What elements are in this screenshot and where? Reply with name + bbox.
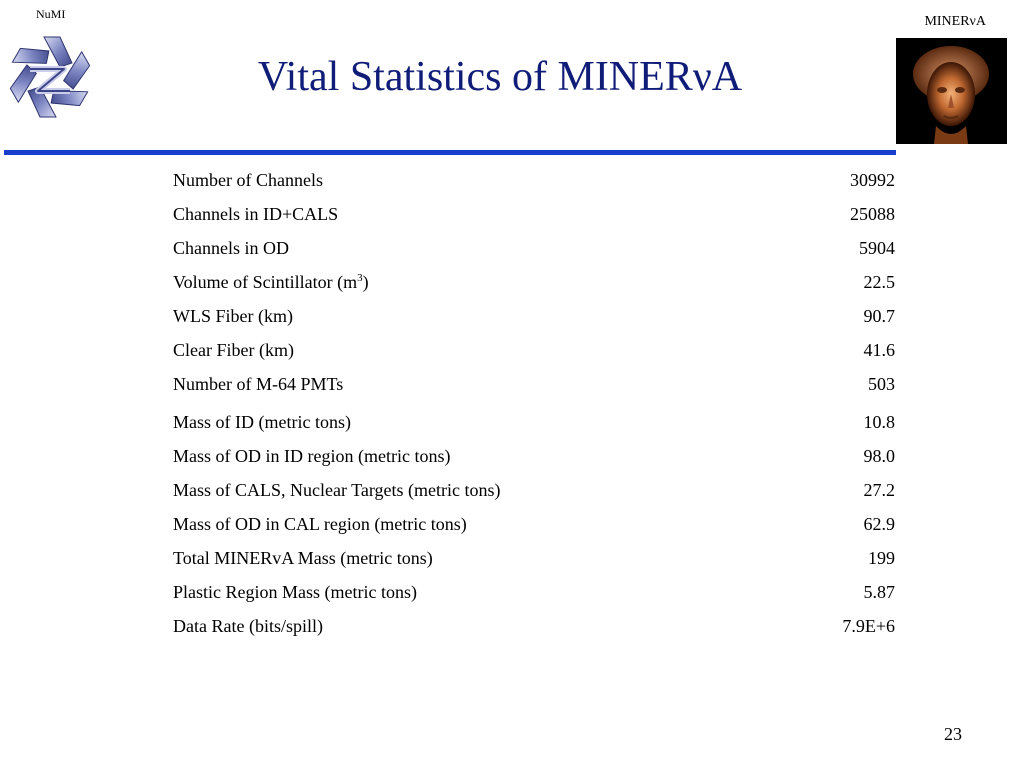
stat-value: 90.7 xyxy=(863,306,895,326)
minerva-label: MINERνA xyxy=(924,14,986,29)
stat-label: Plastic Region Mass (metric tons) xyxy=(173,582,417,602)
numi-label: NuMI xyxy=(36,7,66,21)
stat-label: Number of Channels xyxy=(173,170,323,190)
stat-label: Number of M-64 PMTs xyxy=(173,374,344,394)
page-title: Vital Statistics of MINERνA xyxy=(257,54,743,100)
statistics-table xyxy=(173,163,895,643)
stat-row xyxy=(173,197,895,231)
stat-value: 199 xyxy=(868,548,895,568)
minerva-portrait-icon xyxy=(896,38,1007,144)
title-divider xyxy=(4,150,896,155)
stat-label: Channels in ID+CALS xyxy=(173,204,339,224)
stat-row xyxy=(173,575,895,609)
stat-label: Mass of CALS, Nuclear Targets (metric tons) xyxy=(173,480,501,500)
stat-value: 10.8 xyxy=(863,412,895,432)
stat-label-text: Volume of Scintillator (m xyxy=(173,272,358,292)
stat-label-superscript: 3 xyxy=(357,272,363,284)
stat-value: 27.2 xyxy=(863,480,895,500)
stat-value: 62.9 xyxy=(863,514,895,534)
stat-row xyxy=(173,231,895,265)
stat-label: Data Rate (bits/spill) xyxy=(173,616,323,636)
stat-row xyxy=(173,163,895,197)
stat-row xyxy=(173,439,895,473)
stat-value: 7.9E+6 xyxy=(842,616,895,636)
stat-label: Mass of ID (metric tons) xyxy=(173,412,351,432)
stat-value: 5904 xyxy=(859,238,895,258)
stat-label: Clear Fiber (km) xyxy=(173,340,294,360)
stat-label: Mass of OD in ID region (metric tons) xyxy=(173,446,451,466)
stat-row xyxy=(173,299,895,333)
stat-value: 30992 xyxy=(850,170,895,190)
stat-label xyxy=(173,272,369,292)
stat-row xyxy=(173,609,895,643)
stat-row xyxy=(173,405,895,439)
numi-star-logo-icon xyxy=(2,28,98,126)
stat-label: Mass of OD in CAL region (metric tons) xyxy=(173,514,467,534)
stat-value: 41.6 xyxy=(863,340,895,360)
stat-row xyxy=(173,265,895,299)
stat-value: 503 xyxy=(868,374,895,394)
stat-row xyxy=(173,473,895,507)
stat-row xyxy=(173,541,895,575)
stat-value: 22.5 xyxy=(863,272,895,292)
stat-value: 25088 xyxy=(850,204,895,224)
stat-value: 98.0 xyxy=(863,446,895,466)
stat-label: WLS Fiber (km) xyxy=(173,306,293,326)
stat-label: Channels in OD xyxy=(173,238,289,258)
stat-row xyxy=(173,333,895,367)
stat-value: 5.87 xyxy=(863,582,895,602)
stat-row xyxy=(173,367,895,401)
page-number: 23 xyxy=(944,724,962,744)
stat-label: Total MINERvA Mass (metric tons) xyxy=(173,548,433,568)
stat-row xyxy=(173,507,895,541)
stat-label-suffix: ) xyxy=(362,272,369,292)
